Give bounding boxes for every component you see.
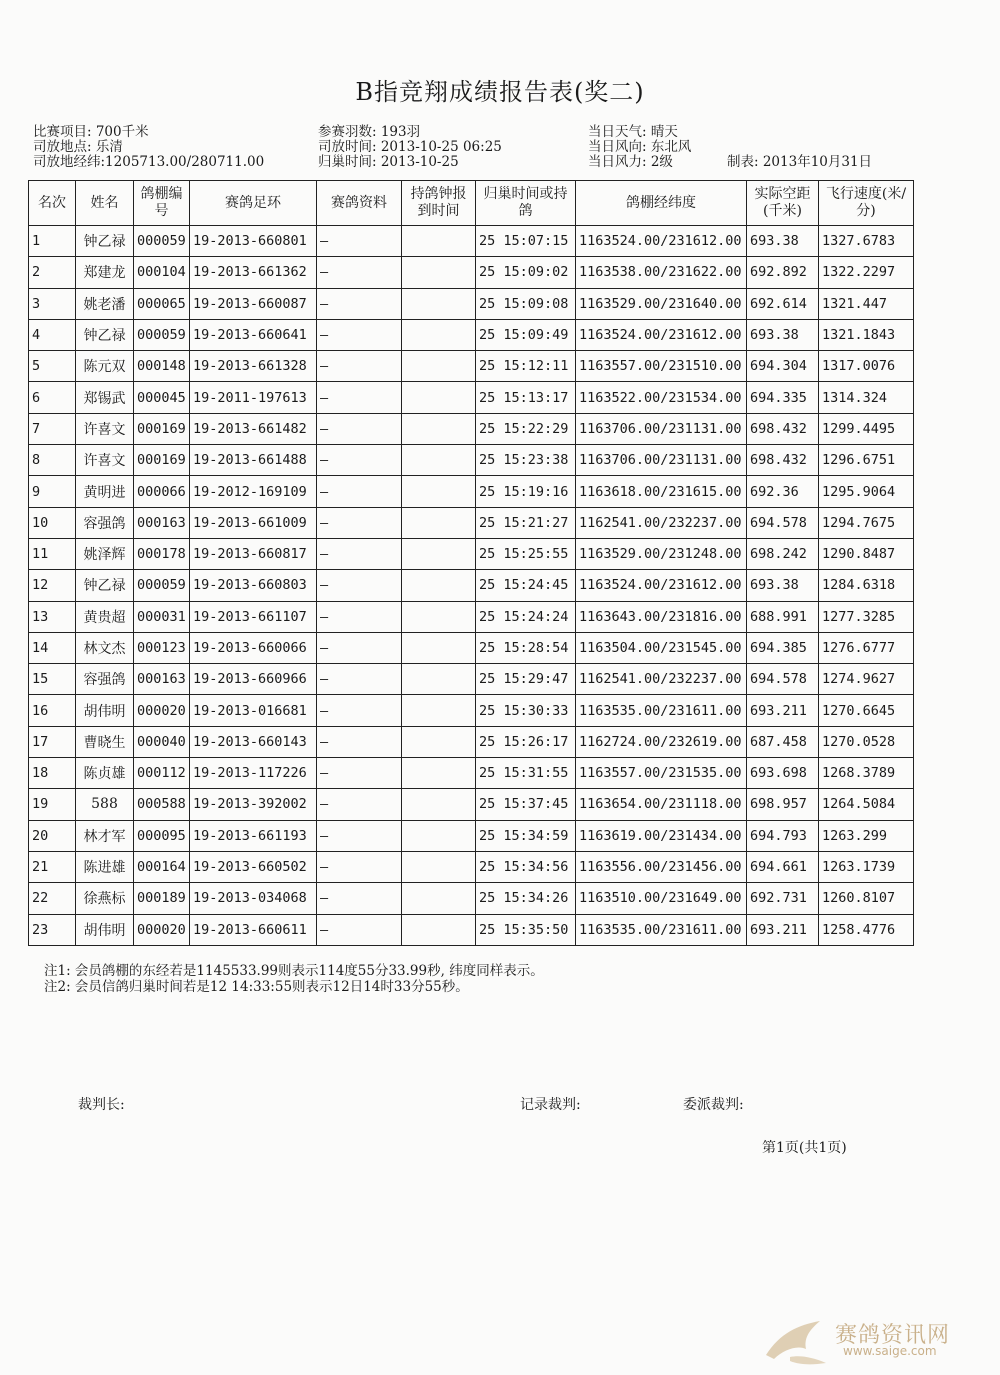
cell-rank: 21 xyxy=(29,851,76,882)
cell-clock-time xyxy=(402,319,476,350)
cell-rank: 17 xyxy=(29,726,76,757)
cell-distance: 692.731 xyxy=(747,883,819,914)
cell-clock-time xyxy=(402,382,476,413)
cell-coords: 1163557.00/231510.00 xyxy=(576,351,747,382)
cell-pigeon-info: — xyxy=(317,695,402,726)
cell-pigeon-info: — xyxy=(317,476,402,507)
cell-name: 钟乙禄 xyxy=(76,226,134,257)
cell-speed: 1284.6318 xyxy=(819,570,914,601)
cell-coords: 1163524.00/231612.00 xyxy=(576,226,747,257)
cell-speed: 1264.5084 xyxy=(819,789,914,820)
cell-clock-time xyxy=(402,570,476,601)
cell-speed: 1263.1739 xyxy=(819,851,914,882)
info-column-middle xyxy=(318,125,502,170)
cell-rank: 1 xyxy=(29,226,76,257)
cell-rank: 5 xyxy=(29,351,76,382)
cell-clock-time xyxy=(402,789,476,820)
cell-pigeon-info: — xyxy=(317,445,402,476)
table-row xyxy=(29,445,914,476)
watermark-site-name: 赛鸽资讯网 xyxy=(835,1323,951,1348)
cell-return-time: 25 15:31:55 xyxy=(476,758,576,789)
cell-return-time: 25 15:37:45 xyxy=(476,789,576,820)
cell-coords: 1163619.00/231434.00 xyxy=(576,820,747,851)
cell-rank: 18 xyxy=(29,758,76,789)
header-loft-id: 鸽棚编号 xyxy=(134,181,190,226)
cell-name: 胡伟明 xyxy=(76,695,134,726)
cell-ring: 19-2011-197613 xyxy=(190,382,317,413)
cell-rank: 8 xyxy=(29,445,76,476)
table-row xyxy=(29,664,914,695)
cell-clock-time xyxy=(402,883,476,914)
cell-ring: 19-2013-660611 xyxy=(190,914,317,945)
cell-coords: 1163618.00/231615.00 xyxy=(576,476,747,507)
cell-coords: 1163706.00/231131.00 xyxy=(576,413,747,444)
info-made-date: 制表: 2013年10月31日 xyxy=(727,154,873,170)
cell-ring: 19-2013-660143 xyxy=(190,726,317,757)
cell-ring: 19-2013-117226 xyxy=(190,758,317,789)
cell-speed: 1263.299 xyxy=(819,820,914,851)
cell-name: 黄贵超 xyxy=(76,601,134,632)
cell-clock-time xyxy=(402,695,476,726)
cell-pigeon-info: — xyxy=(317,319,402,350)
cell-loft-id: 000588 xyxy=(134,789,190,820)
pigeon-logo-icon xyxy=(760,1315,832,1367)
cell-name: 林文杰 xyxy=(76,632,134,663)
cell-speed: 1314.324 xyxy=(819,382,914,413)
cell-loft-id: 000059 xyxy=(134,570,190,601)
cell-clock-time xyxy=(402,726,476,757)
cell-distance: 687.458 xyxy=(747,726,819,757)
cell-pigeon-info: — xyxy=(317,632,402,663)
cell-pigeon-info: — xyxy=(317,507,402,538)
cell-return-time: 25 15:26:17 xyxy=(476,726,576,757)
cell-pigeon-info: — xyxy=(317,758,402,789)
cell-speed: 1295.9064 xyxy=(819,476,914,507)
cell-coords: 1163538.00/231622.00 xyxy=(576,257,747,288)
cell-rank: 11 xyxy=(29,538,76,569)
cell-coords: 1163556.00/231456.00 xyxy=(576,851,747,882)
cell-ring: 19-2013-661107 xyxy=(190,601,317,632)
cell-return-time: 25 15:30:33 xyxy=(476,695,576,726)
cell-ring: 19-2013-392002 xyxy=(190,789,317,820)
cell-coords: 1162541.00/232237.00 xyxy=(576,664,747,695)
cell-rank: 14 xyxy=(29,632,76,663)
table-row xyxy=(29,382,914,413)
cell-coords: 1163510.00/231649.00 xyxy=(576,883,747,914)
header-speed: 飞行速度(米/分) xyxy=(819,181,914,226)
cell-ring: 19-2013-661009 xyxy=(190,507,317,538)
cell-return-time: 25 15:34:26 xyxy=(476,883,576,914)
cell-distance: 694.304 xyxy=(747,351,819,382)
header-coords: 鸽棚经纬度 xyxy=(576,181,747,226)
info-return-time: 归巢时间: 2013-10-25 xyxy=(318,154,459,170)
cell-distance: 694.793 xyxy=(747,820,819,851)
cell-pigeon-info: — xyxy=(317,820,402,851)
footnotes xyxy=(44,963,544,995)
cell-distance: 694.578 xyxy=(747,664,819,695)
table-row xyxy=(29,758,914,789)
cell-name: 588 xyxy=(76,789,134,820)
cell-clock-time xyxy=(402,820,476,851)
cell-coords: 1163529.00/231640.00 xyxy=(576,288,747,319)
cell-coords: 1163535.00/231611.00 xyxy=(576,914,747,945)
cell-rank: 7 xyxy=(29,413,76,444)
cell-rank: 16 xyxy=(29,695,76,726)
cell-loft-id: 000031 xyxy=(134,601,190,632)
table-row xyxy=(29,914,914,945)
cell-pigeon-info: — xyxy=(317,601,402,632)
header-pigeon-info: 赛鸽资料 xyxy=(317,181,402,226)
cell-distance: 693.38 xyxy=(747,226,819,257)
cell-return-time: 25 15:24:24 xyxy=(476,601,576,632)
cell-loft-id: 000163 xyxy=(134,664,190,695)
cell-return-time: 25 15:34:56 xyxy=(476,851,576,882)
table-row xyxy=(29,288,914,319)
info-event: 比赛项目: 700千米 xyxy=(33,124,149,140)
cell-clock-time xyxy=(402,758,476,789)
table-row xyxy=(29,820,914,851)
cell-speed: 1299.4495 xyxy=(819,413,914,444)
cell-loft-id: 000189 xyxy=(134,883,190,914)
cell-coords: 1163522.00/231534.00 xyxy=(576,382,747,413)
cell-pigeon-info: — xyxy=(317,570,402,601)
recorder-judge-label: 记录裁判: xyxy=(520,1097,581,1113)
results-table xyxy=(28,180,914,946)
cell-return-time: 25 15:28:54 xyxy=(476,632,576,663)
cell-pigeon-info: — xyxy=(317,538,402,569)
table-row xyxy=(29,507,914,538)
cell-loft-id: 000104 xyxy=(134,257,190,288)
cell-name: 郑建龙 xyxy=(76,257,134,288)
cell-return-time: 25 15:34:59 xyxy=(476,820,576,851)
cell-coords: 1162541.00/232237.00 xyxy=(576,507,747,538)
cell-loft-id: 000065 xyxy=(134,288,190,319)
cell-name: 钟乙禄 xyxy=(76,319,134,350)
table-row xyxy=(29,726,914,757)
cell-return-time: 25 15:07:15 xyxy=(476,226,576,257)
cell-rank: 4 xyxy=(29,319,76,350)
cell-name: 钟乙禄 xyxy=(76,570,134,601)
cell-return-time: 25 15:19:16 xyxy=(476,476,576,507)
cell-name: 容强鸽 xyxy=(76,507,134,538)
cell-rank: 22 xyxy=(29,883,76,914)
cell-return-time: 25 15:35:50 xyxy=(476,914,576,945)
cell-pigeon-info: — xyxy=(317,851,402,882)
cell-rank: 9 xyxy=(29,476,76,507)
cell-name: 郑锡武 xyxy=(76,382,134,413)
cell-clock-time xyxy=(402,288,476,319)
info-release-coords: 司放地经纬:1205713.00/280711.00 xyxy=(33,154,265,170)
table-row xyxy=(29,851,914,882)
footnote-2: 注2: 会员信鸽归巢时间若是12 14:33:55则表示12日14时33分55秒。 xyxy=(44,979,469,995)
cell-return-time: 25 15:23:38 xyxy=(476,445,576,476)
cell-rank: 23 xyxy=(29,914,76,945)
cell-clock-time xyxy=(402,914,476,945)
table-row xyxy=(29,789,914,820)
cell-rank: 10 xyxy=(29,507,76,538)
cell-return-time: 25 15:29:47 xyxy=(476,664,576,695)
cell-distance: 694.385 xyxy=(747,632,819,663)
cell-ring: 19-2013-034068 xyxy=(190,883,317,914)
table-row xyxy=(29,226,914,257)
info-column-left xyxy=(33,125,264,170)
table-row xyxy=(29,538,914,569)
cell-ring: 19-2013-660801 xyxy=(190,226,317,257)
cell-coords: 1163535.00/231611.00 xyxy=(576,695,747,726)
cell-return-time: 25 15:21:27 xyxy=(476,507,576,538)
table-row xyxy=(29,413,914,444)
cell-clock-time xyxy=(402,413,476,444)
cell-distance: 693.211 xyxy=(747,695,819,726)
cell-distance: 692.892 xyxy=(747,257,819,288)
info-release-time: 司放时间: 2013-10-25 06:25 xyxy=(318,139,502,155)
cell-speed: 1270.6645 xyxy=(819,695,914,726)
info-column-right xyxy=(588,125,691,170)
cell-coords: 1163557.00/231535.00 xyxy=(576,758,747,789)
cell-loft-id: 000020 xyxy=(134,914,190,945)
cell-loft-id: 000148 xyxy=(134,351,190,382)
cell-distance: 698.957 xyxy=(747,789,819,820)
cell-coords: 1163524.00/231612.00 xyxy=(576,570,747,601)
cell-distance: 693.698 xyxy=(747,758,819,789)
table-header-row xyxy=(29,181,914,226)
cell-ring: 19-2013-016681 xyxy=(190,695,317,726)
table-row xyxy=(29,319,914,350)
cell-name: 许喜文 xyxy=(76,413,134,444)
table-row xyxy=(29,351,914,382)
header-ring: 赛鸽足环 xyxy=(190,181,317,226)
cell-coords: 1163524.00/231612.00 xyxy=(576,319,747,350)
cell-speed: 1290.8487 xyxy=(819,538,914,569)
cell-ring: 19-2013-661193 xyxy=(190,820,317,851)
page-title: B指竞翔成绩报告表(奖二) xyxy=(355,78,645,106)
cell-pigeon-info: — xyxy=(317,726,402,757)
cell-return-time: 25 15:25:55 xyxy=(476,538,576,569)
cell-rank: 2 xyxy=(29,257,76,288)
cell-speed: 1258.4776 xyxy=(819,914,914,945)
cell-clock-time xyxy=(402,445,476,476)
cell-clock-time xyxy=(402,507,476,538)
cell-ring: 19-2013-660817 xyxy=(190,538,317,569)
cell-rank: 12 xyxy=(29,570,76,601)
cell-loft-id: 000020 xyxy=(134,695,190,726)
header-name: 姓名 xyxy=(76,181,134,226)
cell-name: 容强鸽 xyxy=(76,664,134,695)
cell-speed: 1270.0528 xyxy=(819,726,914,757)
cell-loft-id: 000066 xyxy=(134,476,190,507)
cell-speed: 1321.1843 xyxy=(819,319,914,350)
cell-name: 陈进雄 xyxy=(76,851,134,882)
cell-distance: 698.242 xyxy=(747,538,819,569)
header-return-time: 归巢时间或持鸽 xyxy=(476,181,576,226)
cell-distance: 692.36 xyxy=(747,476,819,507)
cell-loft-id: 000045 xyxy=(134,382,190,413)
cell-speed: 1276.6777 xyxy=(819,632,914,663)
cell-loft-id: 000169 xyxy=(134,445,190,476)
cell-name: 陈元双 xyxy=(76,351,134,382)
cell-loft-id: 000059 xyxy=(134,226,190,257)
cell-ring: 19-2013-661362 xyxy=(190,257,317,288)
cell-speed: 1277.3285 xyxy=(819,601,914,632)
table-row xyxy=(29,883,914,914)
cell-clock-time xyxy=(402,664,476,695)
table-row xyxy=(29,695,914,726)
cell-distance: 698.432 xyxy=(747,445,819,476)
cell-pigeon-info: — xyxy=(317,664,402,695)
delegate-judge-label: 委派裁判: xyxy=(683,1097,744,1113)
header-distance: 实际空距(千米) xyxy=(747,181,819,226)
cell-pigeon-info: — xyxy=(317,789,402,820)
chief-judge-label: 裁判长: xyxy=(78,1097,125,1113)
cell-rank: 15 xyxy=(29,664,76,695)
cell-ring: 19-2013-661488 xyxy=(190,445,317,476)
cell-name: 姚老潘 xyxy=(76,288,134,319)
table-row xyxy=(29,570,914,601)
cell-distance: 692.614 xyxy=(747,288,819,319)
cell-pigeon-info: — xyxy=(317,382,402,413)
footnote-1: 注1: 会员鸽棚的东经若是1145533.99则表示114度55分33.99秒, 纬度同样表示。 xyxy=(44,963,544,979)
header-clock-time: 持鸽钟报到时间 xyxy=(402,181,476,226)
cell-clock-time xyxy=(402,632,476,663)
cell-pigeon-info: — xyxy=(317,351,402,382)
cell-speed: 1317.0076 xyxy=(819,351,914,382)
cell-speed: 1321.447 xyxy=(819,288,914,319)
cell-return-time: 25 15:24:45 xyxy=(476,570,576,601)
table-row xyxy=(29,257,914,288)
cell-loft-id: 000040 xyxy=(134,726,190,757)
cell-clock-time xyxy=(402,601,476,632)
cell-pigeon-info: — xyxy=(317,883,402,914)
info-wind-direction: 当日风向: 东北风 xyxy=(588,139,692,155)
info-entries: 参赛羽数: 193羽 xyxy=(318,124,421,140)
cell-speed: 1327.6783 xyxy=(819,226,914,257)
cell-coords: 1163654.00/231118.00 xyxy=(576,789,747,820)
cell-loft-id: 000059 xyxy=(134,319,190,350)
cell-ring: 19-2013-660641 xyxy=(190,319,317,350)
cell-return-time: 25 15:09:02 xyxy=(476,257,576,288)
cell-ring: 19-2013-660502 xyxy=(190,851,317,882)
table-row xyxy=(29,632,914,663)
cell-rank: 19 xyxy=(29,789,76,820)
cell-clock-time xyxy=(402,351,476,382)
cell-speed: 1294.7675 xyxy=(819,507,914,538)
info-weather: 当日天气: 晴天 xyxy=(588,124,678,140)
watermark-url: www.saige.com xyxy=(843,1344,937,1358)
cell-distance: 694.578 xyxy=(747,507,819,538)
cell-distance: 694.335 xyxy=(747,382,819,413)
cell-name: 林才军 xyxy=(76,820,134,851)
cell-loft-id: 000123 xyxy=(134,632,190,663)
cell-coords: 1163706.00/231131.00 xyxy=(576,445,747,476)
cell-clock-time xyxy=(402,538,476,569)
cell-clock-time xyxy=(402,851,476,882)
cell-coords: 1163529.00/231248.00 xyxy=(576,538,747,569)
cell-name: 姚泽辉 xyxy=(76,538,134,569)
cell-loft-id: 000163 xyxy=(134,507,190,538)
cell-speed: 1260.8107 xyxy=(819,883,914,914)
cell-speed: 1322.2297 xyxy=(819,257,914,288)
cell-ring: 19-2013-660066 xyxy=(190,632,317,663)
cell-coords: 1163504.00/231545.00 xyxy=(576,632,747,663)
cell-loft-id: 000178 xyxy=(134,538,190,569)
cell-name: 徐燕标 xyxy=(76,883,134,914)
cell-speed: 1274.9627 xyxy=(819,664,914,695)
cell-ring: 19-2012-169109 xyxy=(190,476,317,507)
cell-coords: 1163643.00/231816.00 xyxy=(576,601,747,632)
cell-name: 曹晓生 xyxy=(76,726,134,757)
cell-pigeon-info: — xyxy=(317,914,402,945)
cell-ring: 19-2013-661482 xyxy=(190,413,317,444)
cell-name: 陈贞雄 xyxy=(76,758,134,789)
cell-pigeon-info: — xyxy=(317,288,402,319)
page-indicator: 第1页(共1页) xyxy=(762,1140,847,1156)
cell-ring: 19-2013-661328 xyxy=(190,351,317,382)
cell-return-time: 25 15:13:17 xyxy=(476,382,576,413)
cell-distance: 694.661 xyxy=(747,851,819,882)
cell-loft-id: 000095 xyxy=(134,820,190,851)
cell-clock-time xyxy=(402,476,476,507)
cell-name: 许喜文 xyxy=(76,445,134,476)
cell-return-time: 25 15:09:49 xyxy=(476,319,576,350)
cell-loft-id: 000169 xyxy=(134,413,190,444)
cell-rank: 13 xyxy=(29,601,76,632)
cell-return-time: 25 15:22:29 xyxy=(476,413,576,444)
cell-return-time: 25 15:09:08 xyxy=(476,288,576,319)
cell-clock-time xyxy=(402,257,476,288)
cell-distance: 693.211 xyxy=(747,914,819,945)
cell-pigeon-info: — xyxy=(317,413,402,444)
info-wind-force: 当日风力: 2级 xyxy=(588,154,673,170)
cell-speed: 1268.3789 xyxy=(819,758,914,789)
cell-ring: 19-2013-660803 xyxy=(190,570,317,601)
cell-ring: 19-2013-660966 xyxy=(190,664,317,695)
cell-rank: 3 xyxy=(29,288,76,319)
cell-name: 胡伟明 xyxy=(76,914,134,945)
cell-distance: 693.38 xyxy=(747,319,819,350)
cell-name: 黄明进 xyxy=(76,476,134,507)
cell-clock-time xyxy=(402,226,476,257)
cell-coords: 1162724.00/232619.00 xyxy=(576,726,747,757)
info-release-place: 司放地点: 乐清 xyxy=(33,139,123,155)
cell-rank: 20 xyxy=(29,820,76,851)
cell-ring: 19-2013-660087 xyxy=(190,288,317,319)
table-row xyxy=(29,601,914,632)
cell-distance: 693.38 xyxy=(747,570,819,601)
cell-rank: 6 xyxy=(29,382,76,413)
header-rank: 名次 xyxy=(29,181,76,226)
table-row xyxy=(29,476,914,507)
cell-loft-id: 000112 xyxy=(134,758,190,789)
cell-speed: 1296.6751 xyxy=(819,445,914,476)
cell-return-time: 25 15:12:11 xyxy=(476,351,576,382)
cell-distance: 698.432 xyxy=(747,413,819,444)
cell-pigeon-info: — xyxy=(317,226,402,257)
cell-pigeon-info: — xyxy=(317,257,402,288)
cell-distance: 688.991 xyxy=(747,601,819,632)
cell-loft-id: 000164 xyxy=(134,851,190,882)
